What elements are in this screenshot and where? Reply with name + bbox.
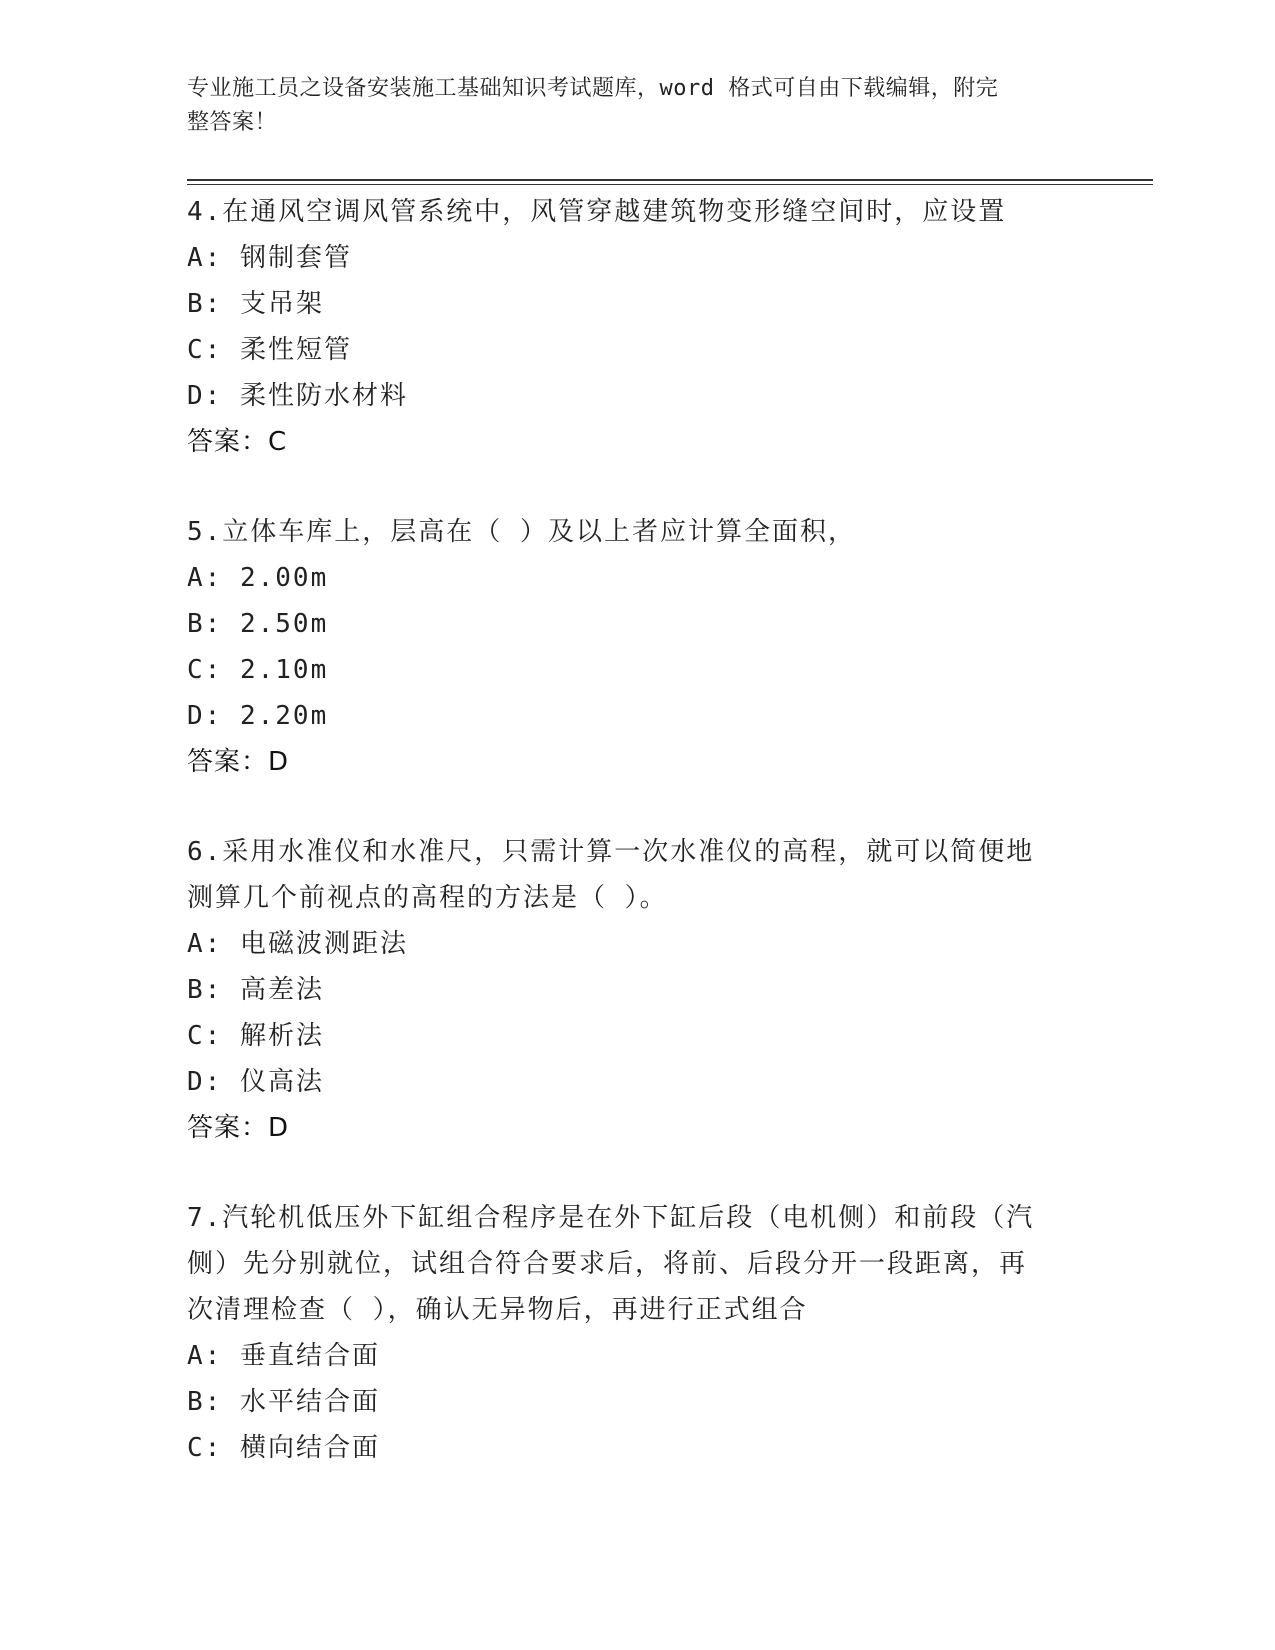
question-block (187, 829, 1067, 1151)
question-stem: 4.在通风空调风管系统中，风管穿越建筑物变形缝空间时，应设置 (187, 197, 1007, 227)
question-stem: 7.汽轮机低压外下缸组合程序是在外下缸后段（电机侧）和前段（汽 (187, 1203, 1035, 1233)
option-a: A: 垂直结合面 (187, 1341, 380, 1371)
spacer (187, 785, 1067, 829)
question-stem-continued: 侧）先分别就位，试组合符合要求后，将前、后段分开一段距离，再 (187, 1249, 1028, 1279)
option-a: A: 电磁波测距法 (187, 929, 408, 959)
answer-line: 答案：D (187, 747, 290, 777)
answer-line: 答案：C (187, 427, 288, 457)
spacer (187, 465, 1067, 509)
option-a: A: 2.00m (187, 563, 329, 593)
question-stem-continued: 次清理检查（ ），确认无异物后，再进行正式组合 (187, 1295, 808, 1325)
question-block (187, 189, 1067, 465)
answer-line: 答案：D (187, 1113, 290, 1143)
question-stem-continued: 测算几个前视点的高程的方法是（ ）。 (187, 883, 668, 913)
option-c: C: 柔性短管 (187, 335, 352, 365)
header-line-1: 专业施工员之设备安装施工基础知识考试题库，word 格式可自由下载编辑，附完 (187, 76, 999, 101)
option-a: A: 钢制套管 (187, 243, 352, 273)
option-d: D: 2.20m (187, 701, 329, 731)
option-c: C: 横向结合面 (187, 1433, 380, 1463)
document-header (187, 72, 1067, 140)
option-c: C: 2.10m (187, 655, 329, 685)
option-b: B: 支吊架 (187, 289, 324, 319)
option-b: B: 2.50m (187, 609, 329, 639)
option-c: C: 解析法 (187, 1021, 324, 1051)
question-list (187, 189, 1067, 1471)
question-block (187, 509, 1067, 785)
question-stem: 5.立体车库上，层高在（ ）及以上者应计算全面积， (187, 517, 856, 547)
spacer (187, 1151, 1067, 1195)
question-stem: 6.采用水准仪和水准尺，只需计算一次水准仪的高程，就可以简便地 (187, 837, 1035, 867)
option-b: B: 高差法 (187, 975, 324, 1005)
header-divider-thick (187, 179, 1153, 181)
option-d: D: 仪高法 (187, 1067, 324, 1097)
question-block (187, 1195, 1067, 1471)
header-line-2: 整答案！ (187, 110, 278, 135)
header-divider-thin (187, 184, 1153, 185)
option-d: D: 柔性防水材料 (187, 381, 408, 411)
option-b: B: 水平结合面 (187, 1387, 380, 1417)
